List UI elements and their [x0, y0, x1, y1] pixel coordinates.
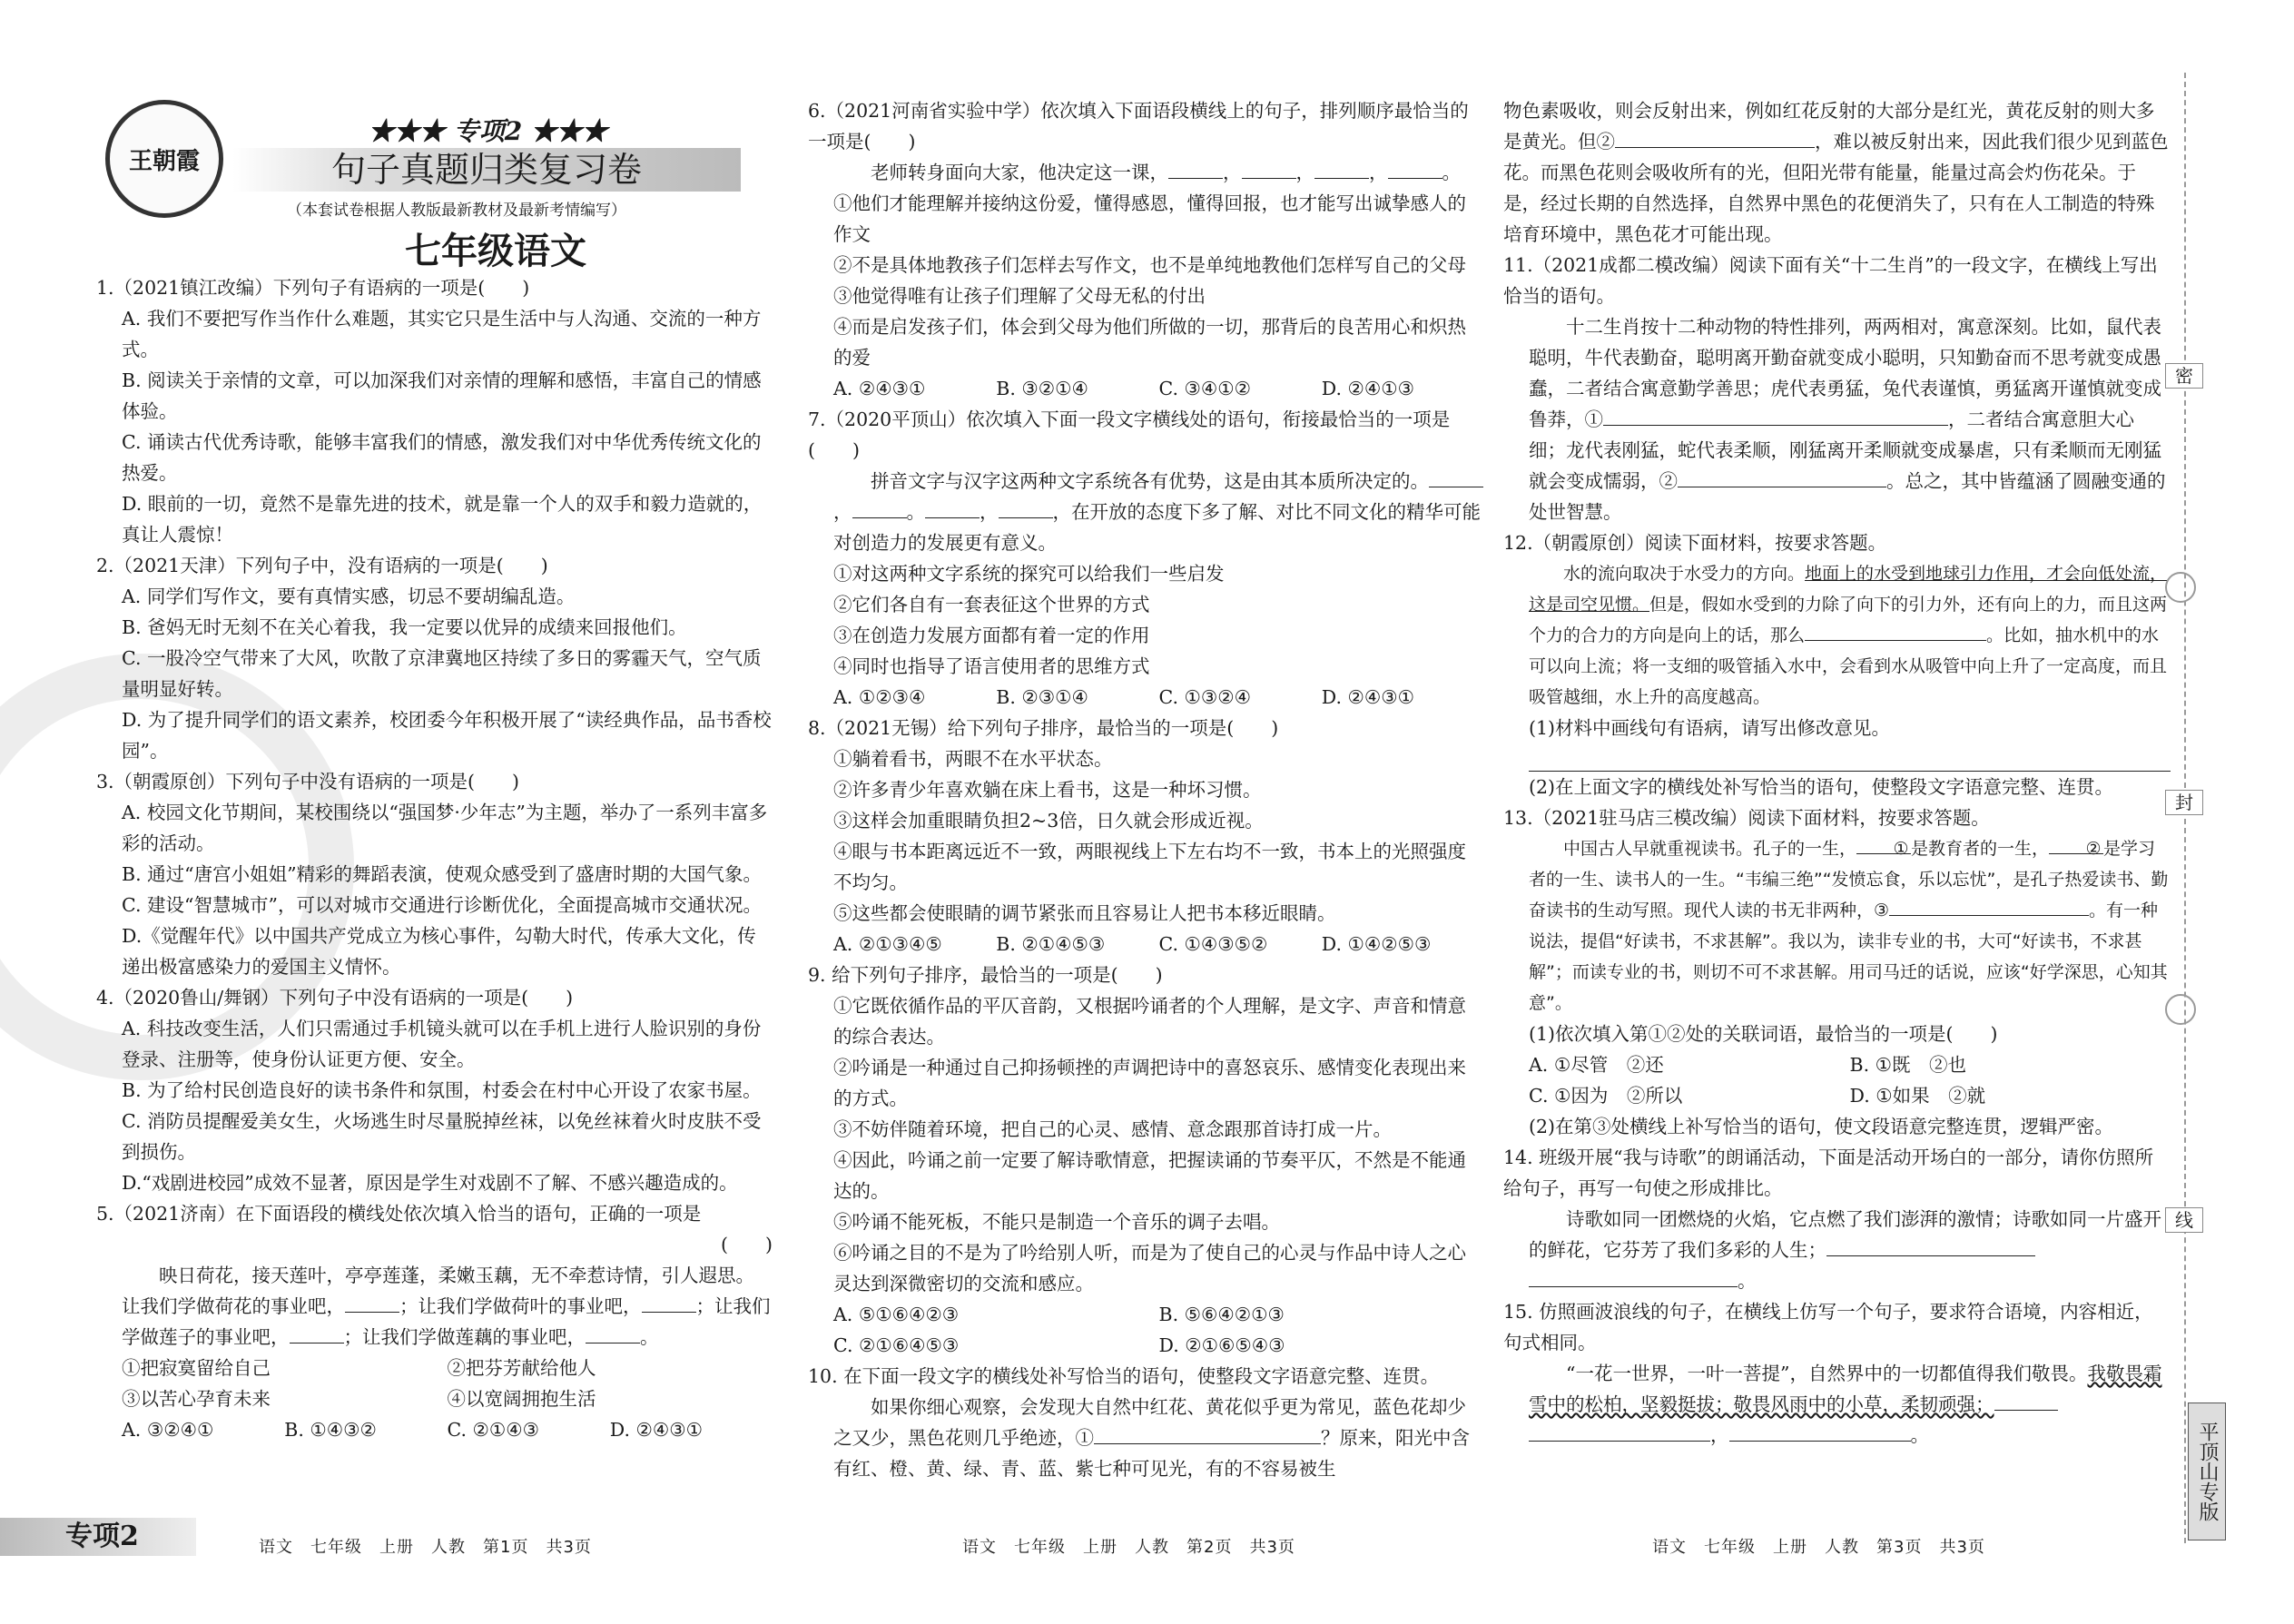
blank: [1615, 127, 1815, 148]
sentence-4: ④而是启发孩子们，体会到父母为他们所做的一切，那背后的良苦用心和炽热的爱: [833, 316, 1466, 369]
side-tag-1: 密: [2165, 363, 2203, 389]
option-a: A. ⑤①⑥④②③: [833, 1304, 960, 1325]
sentence-5: ⑤这些都会使眼睛的调节紧张而且容易让人把书本移近眼睛。: [833, 902, 1336, 924]
question-stem: 15. 仿照画波浪线的句子，在横线上仿写一个句子，要求符合语境，内容相近，句式相同。: [1503, 1301, 2153, 1353]
question-9: [808, 960, 1484, 1361]
option-b: B. ①既 ②也: [1849, 1054, 1966, 1076]
sub-question-1: (1)材料中画线句有语病，请写出修改意见。: [1529, 717, 1891, 739]
sentence-options: [122, 1353, 773, 1414]
sentence-2: ②它们各自有一套表征这个世界的方式: [833, 594, 1150, 615]
option-d: D. ②④③①: [609, 1419, 703, 1441]
question-7: [808, 404, 1484, 713]
question-4: [96, 982, 773, 1198]
grade-title: 七年级语文: [405, 230, 586, 272]
sentence-5: ⑤吟诵不能死板，不能只是制造一个音乐的调子去唱。: [833, 1211, 1280, 1233]
option-c: C. ①因为 ②所以: [1529, 1085, 1683, 1107]
question-stem: 2.（2021天津）下列句子中，没有语病的一项是( ): [96, 555, 548, 576]
passage: 物色素吸收，则会反射出来，例如红花反射的大部分是红光，黄花反射的则大多是黄光。但② ，难以被反射出来，因此我们很少见到蓝色花。而黑色花则会吸收所有的光，但阳光带有能量，能量过高会灼伤花朵。于是，经过长期的自然选择，自然界中黑色的花便消失了，只有在人工制造的特殊培育环境中，黑色花才可能出现。: [1503, 100, 2169, 245]
sentence-4: ④以宽阔拥抱生活: [447, 1388, 596, 1410]
footer-page-2: 语文 七年级 上册 人教 第2页 共3页: [962, 1538, 1295, 1557]
question-2: [96, 550, 773, 766]
passage: “一花一世界，一叶一菩提”，自然界中的一切都值得我们敬畏。我敬畏霜雪中的松柏，坚毅挺拔；敬畏风雨中的小草，柔韧顽强；， 。: [1529, 1363, 2162, 1446]
option-d: D. ①④②⑤③: [1321, 933, 1432, 955]
footer-page-3: 语文 七年级 上册 人教 第3页 共3页: [1652, 1538, 1985, 1557]
blank: [1168, 158, 1223, 179]
option-b: B. 阅读关于亲情的文章，可以加深我们对亲情的理解和感悟，丰富自己的情感体验。: [122, 369, 762, 422]
main-title: 句子真题归类复习卷: [232, 148, 741, 192]
question-5: [96, 1198, 773, 1445]
question-stem: 8.（2021无锡）给下列句子排序，最恰当的一项是( ): [808, 717, 1279, 739]
blank: [1529, 1421, 1710, 1442]
passage: 十二生肖按十二种动物的特性排列，两两相对，寓意深刻。比如，鼠代表聪明，牛代表勤奋，聪明离开勤奋就变成小聪明，只知勤奋而不思考就变成愚蠢，二者结合寓意勤学善思；虎代表勇猛，兔代表谨慎，勇猛离开谨慎就变成鲁莽，① ，二者结合寓意胆大心细；龙代表刚猛，蛇代表柔顺，刚猛离开柔顺就变成暴虐，只有柔顺而无刚猛就会变成懦弱，② 。总之，其中皆蕴涵了圆融变通的处世智慧。: [1529, 316, 2166, 523]
option-a: A. 同学们写作文，要有真情实感，切忌不要胡编乱造。: [122, 586, 576, 607]
option-a: A. 科技改变生活，人们只需通过手机镜头就可以在手机上进行人脸识别的身份登录、注册等，使身份认证更方便、安全。: [122, 1018, 762, 1070]
blank: [586, 1323, 640, 1343]
question-3: [96, 766, 773, 982]
option-c: C. ①③②④: [1158, 686, 1251, 708]
blank-marker: ②: [2049, 833, 2103, 854]
blank: [1429, 467, 1483, 487]
question-stem: 1.（2021镇江改编）下列句子有语病的一项是( ): [96, 277, 530, 299]
ring-icon: [2165, 572, 2196, 603]
question-stem: 6.（2021河南省实验中学）依次填入下面语段横线上的句子，排列顺序最恰当的一项是( ): [808, 100, 1469, 153]
blank: [1729, 1421, 1911, 1442]
column-2: [808, 95, 1484, 1484]
option-c: C. 一股冷空气带来了大风，吹散了京津冀地区持续了多日的雾霾天气，空气质量明显好转。: [122, 647, 762, 700]
option-a: A. ②④③①: [833, 378, 926, 399]
blank: [1678, 467, 1886, 487]
question-1: [96, 272, 773, 550]
question-stem: 5.（2021济南）在下面语段的横线处依次填入恰当的语句，正确的一项是: [96, 1203, 702, 1225]
ring-icon: [2165, 994, 2196, 1025]
blank: [1242, 158, 1296, 179]
blank: [642, 1292, 696, 1313]
wavy-underlined-sentence: 我敬畏霜雪中的松柏，坚毅挺拔；敬畏风雨中的小草，柔韧顽强；: [1529, 1363, 2162, 1415]
option-d: D.“戏剧进校园”成效不显著，原因是学生对戏剧不了解、不感兴趣造成的。: [122, 1172, 738, 1194]
passage: 中国古人早就重视读书。孔子的一生， ① 是教育者的一生， ② 是学习者的一生、读书人的一生。“韦编三绝”“发愤忘食，乐以忘忧”，是孔子热爱读书、勤奋读书的生动写照。现代人读的书无非两种，③ 。有一种说法，提倡“好读书，不求甚解”。我以为，读非专业的书，大可“好读书，不求甚解”；而读专业的书，则切不可不求甚解。用司马迁的话说，应该“好学深思，心知其意”。: [1529, 833, 2171, 1019]
sentence-3: ③在创造力发展方面都有着一定的作用: [833, 625, 1150, 646]
question-13: [1503, 802, 2171, 1142]
sub-question-1: (1)依次填入第①②处的关联词语，最恰当的一项是( ): [1529, 1023, 1998, 1045]
question-stem: 10. 在下面一段文字的横线处补写恰当的语句，使整段文字语意完整、连贯。: [808, 1365, 1440, 1387]
blank: [999, 497, 1053, 518]
passage: 拼音文字与汉字这两种文字系统各有优势，这是由其本质所决定的。， 。 ， ，在开放的态度下多了解、对比不同文化的精华可能对创造力的发展更有意义。: [833, 466, 1484, 558]
sentence-3: ③不妨伴随着环境，把自己的心灵、感情、意念跟那首诗打成一片。: [833, 1118, 1392, 1140]
option-c: C. 建设“智慧城市”，可以对城市交通进行诊断优化，全面提高城市交通状况。: [122, 894, 762, 916]
option-c: C. ②①④③: [447, 1419, 539, 1441]
question-10-continued: [1503, 95, 2171, 250]
blank: [1603, 405, 1948, 426]
option-d: D. 为了提升同学们的语文素养，校团委今年积极开展了“读经典作品，品书香校园”。: [122, 709, 772, 762]
sentence-1: ①对这两种文字系统的探究可以给我们一些启发: [833, 563, 1225, 585]
blank: [290, 1323, 344, 1343]
question-stem: 12.（朝霞原创）阅读下面材料，按要求答题。: [1503, 532, 1887, 554]
option-b: B. ①④③②: [284, 1419, 377, 1441]
sentence-3: ③他觉得唯有让孩子们理解了父母无私的付出: [833, 285, 1206, 307]
answer-options: [833, 373, 1484, 404]
question-stem: 4.（2020鲁山/舞钢）下列句子中没有语病的一项是( ): [96, 987, 574, 1009]
option-a: A. ①②③④: [833, 686, 926, 708]
question-14: [1503, 1142, 2171, 1296]
blank: [1889, 895, 2089, 916]
question-10: [808, 1361, 1484, 1484]
option-a: A. ①尽管 ②还: [1529, 1054, 1664, 1076]
special-label: ★★★ 专项2 ★★★: [369, 116, 607, 146]
column-1: [96, 272, 773, 1445]
sentence-2: ②吟诵是一种通过自己抑扬顿挫的声调把诗中的喜怒哀乐、感情变化表现出来的方式。: [833, 1057, 1466, 1109]
blank-marker: ①: [1856, 833, 1911, 854]
header: [96, 86, 773, 272]
option-d: D. ②④①③: [1321, 378, 1414, 399]
question-stem: 7.（2020平顶山）依次填入下面一段文字横线处的语句，衔接最恰当的一项是( ): [808, 408, 1451, 461]
option-c: C. ②①⑥④⑤③: [833, 1334, 960, 1356]
option-b: B. ③②①④: [996, 378, 1088, 399]
brand-logo: 王朝霞: [105, 100, 223, 218]
answer-options: [833, 1299, 1484, 1361]
option-b: B. 为了给村民创造良好的读书条件和氛围，村委会在村中心开设了农家书屋。: [122, 1079, 762, 1101]
sub-question-2: (2)在上面文字的横线处补写恰当的语句，使整段文字语意完整、连贯。: [1529, 776, 2114, 798]
answer-options: [1529, 1049, 2171, 1111]
sentence-1: ①躺着看书，两眼不在水平状态。: [833, 748, 1113, 770]
option-d: D. ②①⑥⑤④③: [1158, 1334, 1285, 1356]
question-stem: 13.（2021驻马店三模改编）阅读下面材料，按要求答题。: [1503, 807, 1990, 829]
option-d: D. ①如果 ②就: [1849, 1085, 1986, 1107]
blank: [1529, 1266, 1738, 1287]
question-15: [1503, 1296, 2171, 1451]
question-stem: 3.（朝霞原创）下列句子中没有语病的一项是( ): [96, 771, 520, 792]
blank: [1314, 158, 1369, 179]
sentence-6: ⑥吟诵之目的不是为了吟给别人听，而是为了使自己的心灵与作品中诗人之心灵达到深微密切的交流和感应。: [833, 1242, 1466, 1294]
passage: 水的流向取决于水受力的方向。地面上的水受到地球引力作用，才会向低处流，这是司空见惯。但是，假如水受到的力除了向下的引力外，还有向上的力，而且这两个力的合力的方向是向上的话，那么 。比如，抽水机中的水可以向上流；将一支细的吸管插入水中，会看到水从吸管中向上升了一定高度，而且吸管越细，水上升的高度越高。: [1529, 564, 2168, 707]
side-tag-2: 封: [2165, 790, 2203, 815]
option-a: A. 校园文化节期间，某校围绕以“强国梦·少年志”为主题，举办了一系列丰富多彩的活动。: [122, 802, 768, 854]
sentence-4: ④因此，吟诵之前一定要了解诗歌情意，把握读诵的节奏平仄，不然是不能通达的。: [833, 1149, 1466, 1202]
footer-badge: 专项2: [0, 1518, 196, 1556]
question-12: [1503, 527, 2171, 802]
option-b: B. ②①④⑤③: [996, 933, 1106, 955]
blank: [1994, 1390, 2058, 1411]
option-d: D. ②④③①: [1321, 686, 1414, 708]
sentence-2: ②许多青少年喜欢躺在床上看书，这是一种坏习惯。: [833, 779, 1262, 801]
answer-line[interactable]: [1529, 743, 2171, 772]
blank: [1388, 158, 1442, 179]
option-a: A. 我们不要把写作当作什么难题，其实它只是生活中与人沟通、交流的一种方式。: [122, 308, 762, 360]
question-11: [1503, 250, 2171, 527]
sentence-4: ④同时也指导了语言使用者的思维方式: [833, 655, 1150, 677]
option-c: C. 诵读古代优秀诗歌，能够丰富我们的情感，激发我们对中华优秀传统文化的热爱。: [122, 431, 762, 484]
blank: [925, 497, 980, 518]
column-3: [1503, 95, 2171, 1451]
option-c: C. ③④①②: [1158, 378, 1251, 399]
sub-question-2: (2)在第③处横线上补写恰当的语句，使文段语意完整连贯，逻辑严密。: [1529, 1116, 2114, 1137]
sentence-4: ④眼与书本距离远近不一致，两眼视线上下左右均不一致，书本上的光照强度不均匀。: [833, 841, 1466, 893]
option-b: B. 爸妈无时无刻不在关心着我，我一定要以优异的成绩来回报他们。: [122, 616, 687, 638]
passage: 映日荷花，接天莲叶，亭亭莲蓬，柔嫩玉藕，无不牵惹诗情，引人遐思。让我们学做荷花的事业吧， ；让我们学做荷叶的事业吧， ；让我们学做莲子的事业吧， ；让我们学做莲藕的事业吧， 。: [122, 1265, 771, 1348]
passage: 老师转身面向大家，他决定这一课， ， ， ， 。: [833, 157, 1484, 188]
sentence-2: ②不是具体地教孩子们怎样去写作文，也不是单纯地教他们怎样写自己的父母: [833, 254, 1466, 276]
blank: [852, 497, 907, 518]
blank: [1094, 1423, 1321, 1444]
side-tag-3: 线: [2165, 1207, 2203, 1233]
edition-label: 平顶山专版: [2188, 1403, 2226, 1540]
passage: 如果你细心观察，会发现大自然中红花、黄花似乎更为常见，蓝色花却少之又少，黑色花则几乎绝迹，① ？原来，阳光中含有红、橙、黄、绿、青、蓝、紫七种可见光，有的不容易被生: [833, 1396, 1470, 1480]
question-8: [808, 713, 1484, 960]
sentence-1: ①它既依循作品的平仄音韵，又根据吟诵者的个人理解，是文字、声音和情意的综合表达。: [833, 995, 1466, 1048]
blank: [345, 1292, 399, 1313]
answer-options: [833, 682, 1484, 713]
option-b: B. 通过“唐宫小姐姐”精彩的舞蹈表演，使观众感受到了盛唐时期的大国气象。: [122, 863, 763, 885]
option-c: C. 消防员提醒爱美女生，火场逃生时尽量脱掉丝袜，以免丝袜着火时皮肤不受到损伤。: [122, 1110, 762, 1163]
option-a: A. ②①③④⑤: [833, 933, 942, 955]
option-b: B. ②③①④: [996, 686, 1088, 708]
option-a: A. ③②④①: [122, 1419, 214, 1441]
question-stem: 11.（2021成都二模改编）阅读下面有关“十二生肖”的一段文字，在横线上写出恰当的语句。: [1503, 254, 2158, 307]
passage: 诗歌如同一团燃烧的火焰，它点燃了我们澎湃的激情；诗歌如同一片盛开的鲜花，它芬芳了我们多彩的人生；。: [1529, 1208, 2161, 1292]
blank: [1805, 620, 1986, 641]
question-stem: 14. 班级开展“我与诗歌”的朗诵活动，下面是活动开场白的一部分，请你仿照所给句子，再写一句使之形成排比。: [1503, 1147, 2154, 1199]
sentence-2: ②把芬芳献给他人: [447, 1357, 596, 1379]
sentence-1: ①他们才能理解并接纳这份爱，懂得感恩，懂得回报，也才能写出诚挚感人的作文: [833, 192, 1466, 245]
sentence-1: ①把寂寞留给自己: [122, 1357, 271, 1379]
underlined-sentence: 地面上的水受到地球引力作用，才会向低处流，这是司空见惯。: [1529, 564, 2168, 615]
question-stem: 9. 给下列句子排序，最恰当的一项是( ): [808, 964, 1163, 986]
option-d: D. 眼前的一切，竟然不是靠先进的技术，就是靠一个人的双手和毅力造就的，真让人震惊！: [122, 493, 763, 546]
blank: [1826, 1235, 2035, 1256]
answer-options: [833, 929, 1484, 960]
option-b: B. ⑤⑥④②①③: [1158, 1304, 1285, 1325]
option-d: D.《觉醒年代》以中国共产党成立为核心事件，勾勒大时代，传承大文化，传递出极富感染力的爱国主义情怀。: [122, 925, 756, 978]
option-c: C. ①④③⑤②: [1158, 933, 1268, 955]
answer-options: [122, 1414, 773, 1445]
subtitle: （本套试卷根据人教版最新教材及最新考情编写）: [287, 202, 626, 220]
sentence-3: ③以苦心孕育未来: [122, 1388, 271, 1410]
answer-paren: ( ): [721, 1234, 773, 1255]
question-6: [808, 95, 1484, 404]
footer-page-1: 语文 七年级 上册 人教 第1页 共3页: [259, 1538, 592, 1557]
sentence-3: ③这样会加重眼睛负担2~3倍，日久就会形成近视。: [833, 810, 1264, 832]
